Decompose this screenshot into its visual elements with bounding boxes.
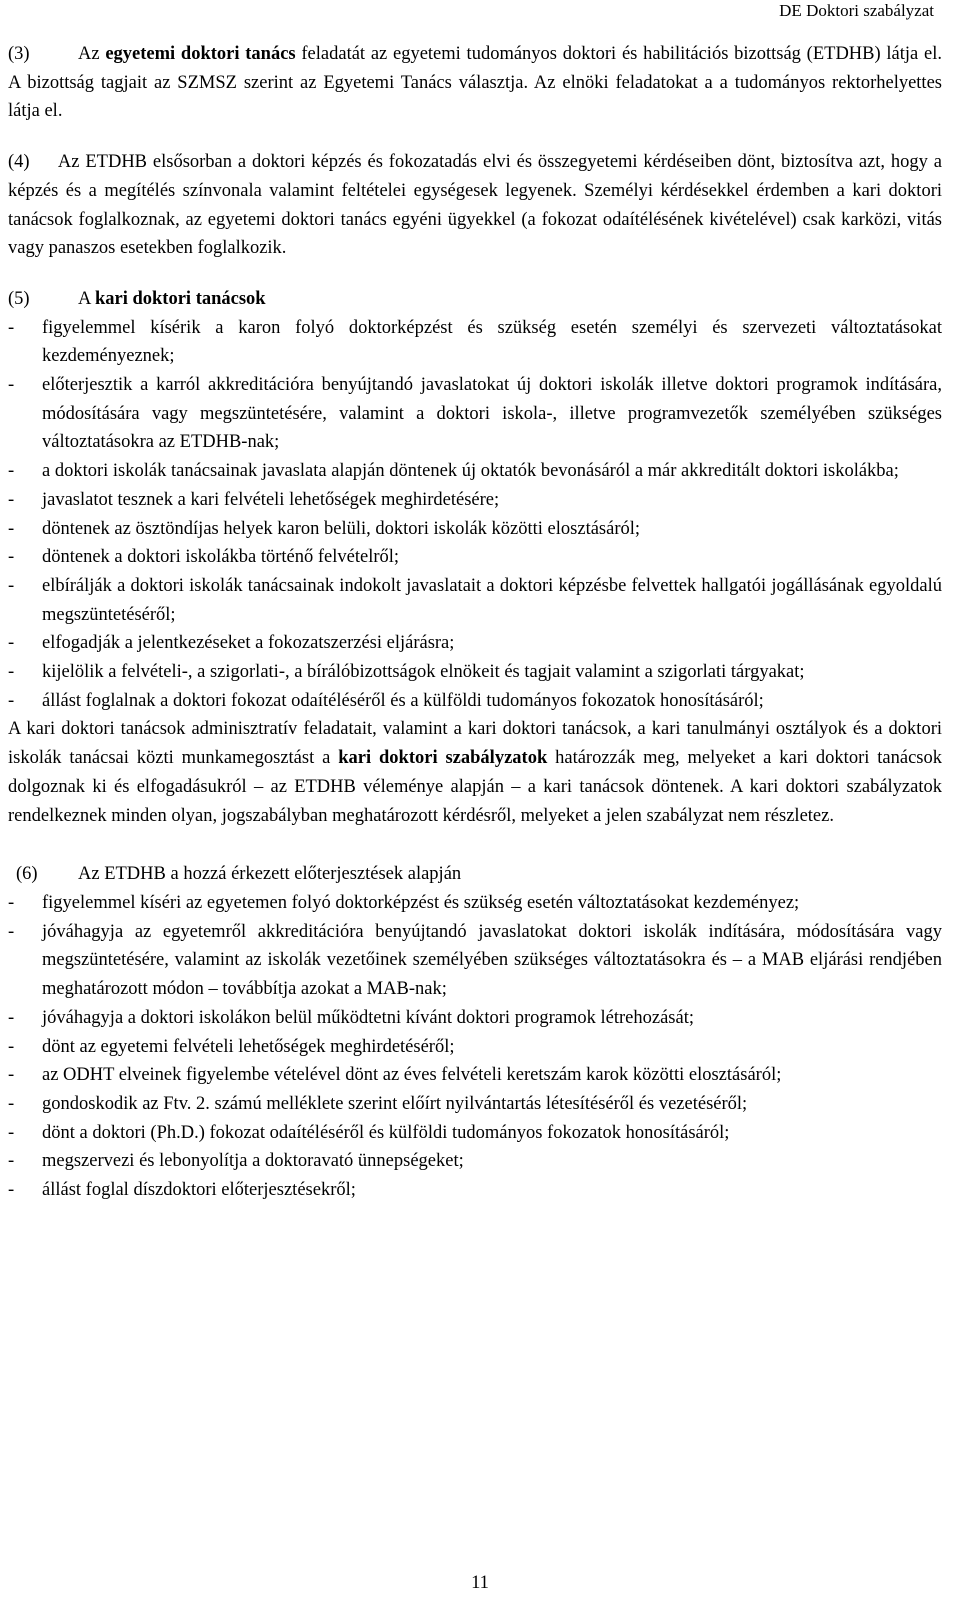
paragraph-5-number: (5) (8, 288, 30, 309)
list-item (8, 687, 942, 716)
list-dash: - (8, 489, 15, 510)
list-item-text: dönt az egyetemi felvételi lehetőségek meghirdetéséről; (42, 1036, 455, 1057)
list-dash: - (8, 892, 15, 913)
list-dash: - (8, 518, 15, 539)
list-item-text: döntenek a doktori iskolákba történő felvételről; (42, 547, 400, 568)
paragraph-5-text-1: A (78, 288, 95, 309)
list-dash: - (8, 1007, 15, 1028)
list-item-text: döntenek az ösztöndíjas helyek karon belüli, doktori iskolák közötti elosztásáról; (42, 518, 641, 539)
paragraph-5-bold-term: kari doktori tanácsok (94, 288, 266, 309)
page-number: 11 (471, 1573, 489, 1593)
list-dash: - (8, 375, 15, 396)
paragraph-6 (8, 860, 942, 1204)
paragraph-5-closing-text-2: határozzák meg, melyeket a kari doktori tanácsok dolgoznak ki és elfogadásukról – az ETDHB véleménye alapján – a kari tanácsok döntenek. A kari doktori szabályzatok rendelkeznek minden olyan, jogszabályban meghatározott kérdésről, melyeket a jelen szabályzat nem részletez. (8, 748, 942, 826)
list-item-text: elbírálják a doktori iskolák tanácsainak indokolt javaslatait a doktori képzésbe felvettek hallgatói jogállásának egyoldalú megszüntetéséről; (42, 575, 942, 625)
document-body (8, 40, 947, 1205)
paragraph-6-list (8, 889, 942, 1205)
list-dash: - (8, 547, 15, 568)
list-dash: - (8, 1180, 15, 1201)
list-item-text: dönt a doktori (Ph.D.) fokozat odaítéléséről és külföldi tudományos fokozatok honosításáról; (42, 1122, 730, 1143)
paragraph-6-heading (8, 860, 942, 889)
list-item-text: állást foglal díszdoktori előterjesztésekről; (42, 1180, 356, 1201)
list-dash: - (8, 1151, 15, 1172)
list-item-text: javaslatot tesznek a kari felvételi lehetőségek meghirdetésére; (42, 489, 500, 510)
list-item (8, 572, 942, 629)
paragraph-4: (4) Az ETDHB elsősorban a doktori képzés és fokozatadás elvi és összegyetemi kérdéseiben dönt, biztosítva azt, hogy a képzés és a megítélés színvonala valamint feltételei egységesek legyenek. Személyi kérdésekkel érdemben a kari doktori tanácsok foglalkoznak, az egyetemi doktori tanács egyéni ügyekkel (a fokozat odaítélésének kivételével) csak karközi, vitás vagy panaszos esetekben foglalkozik. (8, 152, 947, 259)
paragraph-5-list (8, 314, 942, 716)
list-item (8, 515, 942, 544)
list-item (8, 486, 942, 515)
list-dash: - (8, 1065, 15, 1086)
paragraph-5 (8, 285, 942, 830)
list-dash: - (8, 662, 15, 683)
list-item (8, 1004, 942, 1033)
list-item (8, 371, 942, 457)
list-dash: - (8, 690, 15, 711)
list-item-text: figyelemmel kíséri az egyetemen folyó doktorképzést és szükség esetén változtatásokat kezdeményez; (42, 892, 800, 913)
list-dash: - (8, 1036, 15, 1057)
list-item (8, 1061, 942, 1090)
list-dash: - (8, 317, 15, 338)
list-item (8, 1033, 942, 1062)
paragraph-3-text-1: Az (78, 44, 106, 64)
paragraph-5-closing-bold-term: kari doktori szabályzatok (338, 748, 548, 769)
list-item (8, 543, 942, 572)
list-item-text: gondoskodik az Ftv. 2. számú melléklete szerint előírt nyilvántartás létesítéséről és vezetéséről; (42, 1093, 748, 1114)
paragraph-6-number: (6) (16, 864, 38, 885)
list-item-text: az ODHT elveinek figyelembe vételével dönt az éves felvételi keretszám karok közötti elosztásáról; (42, 1065, 782, 1086)
list-item-text: előterjesztik a karról akkreditációra benyújtandó javaslatokat új doktori iskolák illetve doktori programok indítására, módosítására vagy megszüntetésére, valamint a doktori iskola-, illetve programvezetők személyében szükséges változtatásokra az ETDHB-nak; (42, 375, 942, 453)
list-item (8, 314, 942, 371)
list-item (8, 658, 942, 687)
list-item-text: a doktori iskolák tanácsainak javaslata alapján döntenek új oktatók bevonásáról a már akkreditált doktori iskolákba; (42, 461, 899, 482)
paragraph-3-bold-term: egyetemi doktori tanács (105, 44, 296, 64)
list-dash: - (8, 1093, 15, 1114)
list-item-text: kijelölik a felvételi-, a szigorlati-, a bírálóbizottságok elnökeit és tagjait valamint a szigorlati tárgyakat; (42, 662, 805, 683)
list-item-text: jóváhagyja a doktori iskolákon belül működtetni kívánt doktori programok létrehozását; (42, 1007, 694, 1028)
list-item (8, 1147, 942, 1176)
list-item-text: állást foglalnak a doktori fokozat odaítéléséről és a külföldi tudományos fokozatok honosításáról; (42, 690, 764, 711)
list-item-text: figyelemmel kísérik a karon folyó doktorképzést és szükség esetén személyi és szervezeti változtatásokat kezdeményeznek; (42, 317, 942, 367)
list-item (8, 918, 942, 1004)
paragraph-3 (8, 40, 942, 126)
list-dash: - (8, 1122, 15, 1143)
paragraph-5-closing (8, 715, 942, 830)
paragraph-5-heading-text (78, 285, 266, 314)
list-dash: - (8, 633, 15, 654)
list-item (8, 889, 942, 918)
list-dash: - (8, 461, 15, 482)
paragraph-6-heading-text: Az ETDHB a hozzá érkezett előterjesztések alapján (78, 864, 462, 885)
list-item-text: elfogadják a jelentkezéseket a fokozatszerzési eljárásra; (42, 633, 455, 654)
paragraph-5-closing-text-1: A kari doktori tanácsok adminisztratív feladatait, valamint a kari doktori tanácsok, a kari tanulmányi osztályok és a doktori iskolák tanácsai közti munkamegosztást a (8, 719, 942, 769)
paragraph-3-number: (3) (8, 44, 30, 64)
list-item (8, 457, 942, 486)
running-header: DE Doktori szabályzat (779, 1, 934, 20)
list-item (8, 1090, 942, 1119)
paragraph-5-heading (8, 285, 942, 314)
list-item-text: megszervezi és lebonyolítja a doktoravató ünnepségeket; (42, 1151, 464, 1172)
list-item (8, 629, 942, 658)
list-dash: - (8, 575, 15, 596)
list-item-text: jóváhagyja az egyetemről akkreditációra benyújtandó javaslatokat doktori iskolák indítására, módosítására vagy megszüntetésére, valamint az iskolák vezetőinek személyében szükséges változtatásokra és – a MAB eljárási rendjében meghatározott módon – továbbítja azokat a MAB-nak; (42, 921, 942, 1000)
list-item (8, 1176, 942, 1205)
list-item (8, 1119, 942, 1148)
paragraph-3-text-2: feladatát az egyetemi tudományos doktori és habilitációs bizottság (ETDHB) látja el. A bizottság tagjait az SZMSZ szerint az Egyetemi Tanács választja. Az elnöki feladatokat a a tudományos rektorhelyettes látja el. (8, 44, 942, 122)
list-dash: - (8, 921, 15, 942)
